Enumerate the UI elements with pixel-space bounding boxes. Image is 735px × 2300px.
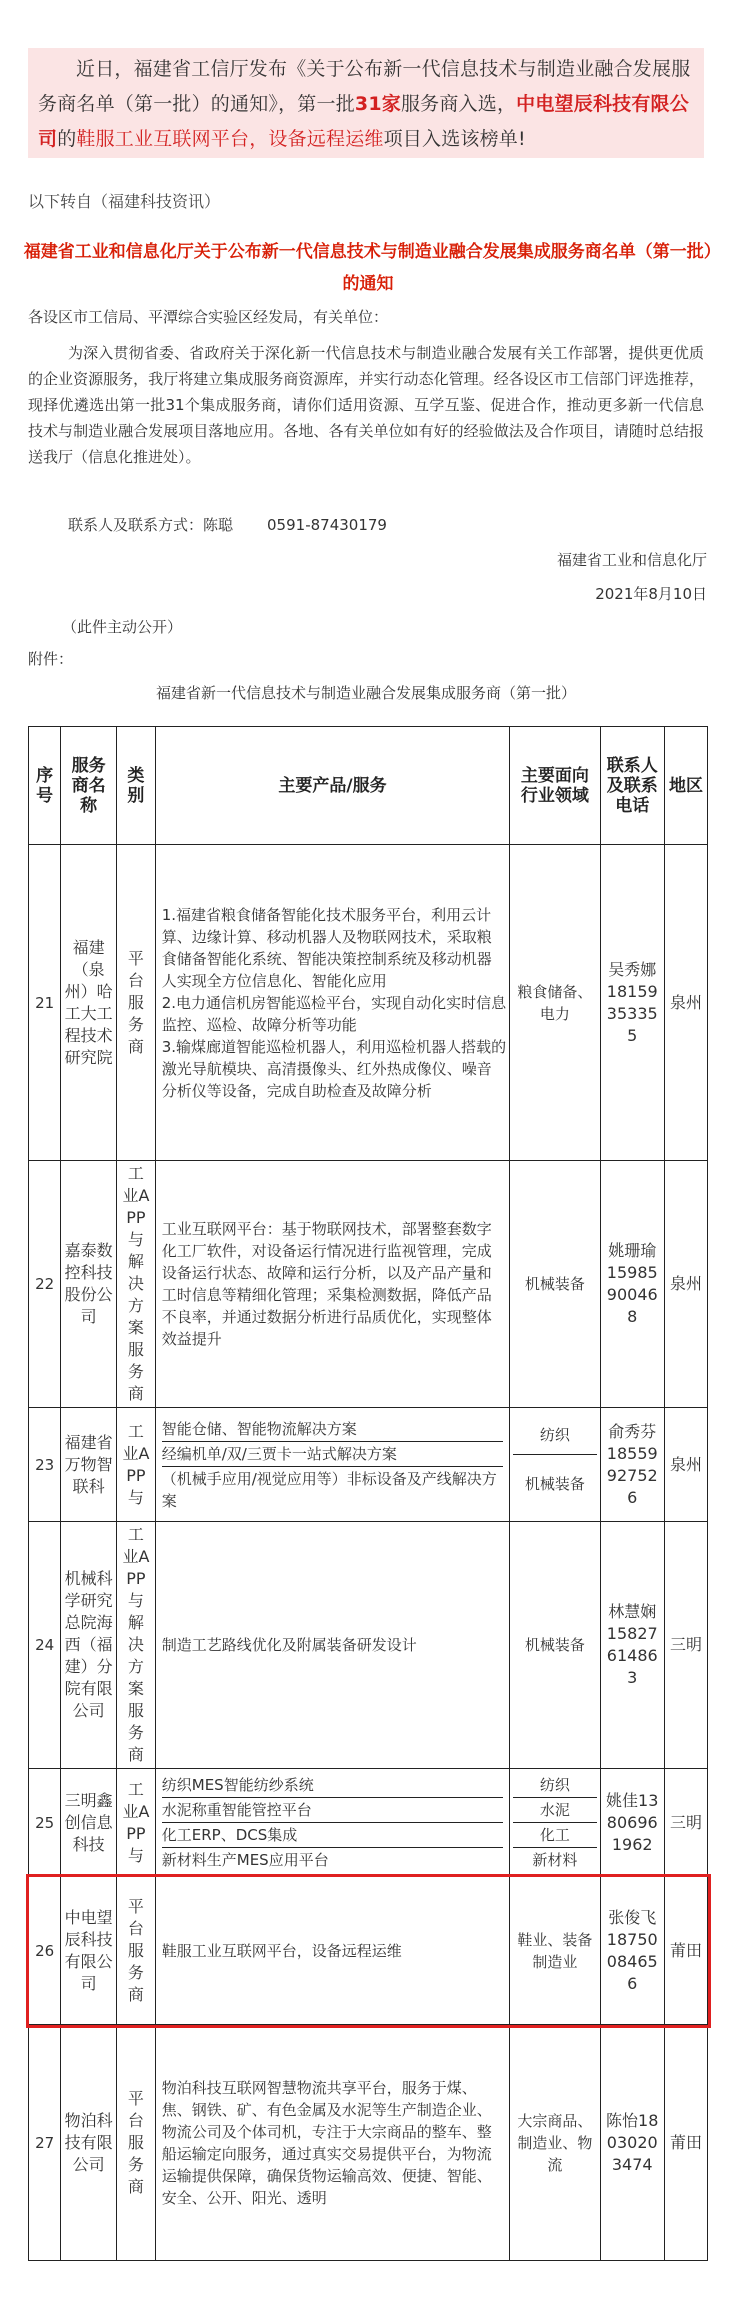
row-field: 粮食储备、电力 [510,845,600,1161]
row-field: 鞋业、装备制造业 [510,1877,600,2025]
product-item: 智能仓储、智能物流解决方案 [162,1417,504,1442]
field-item: 纺织 [513,1773,596,1798]
provider-table [28,726,708,2261]
row-products [155,1408,510,1522]
intro-text-3: 的 [57,128,77,150]
repost-source: 以下转自（福建科技资讯） [28,192,221,211]
row-type: 平台服务商 [117,2025,156,2261]
row-contact: 林慧娴158276​14863 [600,1522,664,1769]
row-products: 鞋服工业互联网平台，设备远程运维 [155,1877,510,2025]
field-item: 纺织 [513,1416,596,1455]
attachment-label: 附件： [28,650,74,668]
row-no: 23 [29,1408,61,1522]
row-contact: 吴秀娜18159353355 [600,845,664,1161]
intro-highlight [28,48,704,158]
product-item: 1.福建省粮食储备智能化技术服务平台，利用云计算、边缘计算、移动机器人及物联网技术，采取粮食储备智能化系统、智能决策控制系统及移动机器人实现全方位信息化、智能化应用 [161,905,492,990]
row-region: 泉州 [664,845,707,1161]
table-header-row [29,727,708,845]
product-item: 新材料生产MES应用平台 [161,1851,329,1869]
table-row [29,1161,708,1408]
table-row [29,1769,708,1877]
product-item: （机械手应用/视觉应用等）非标设备及产线解决方案 [161,1469,497,1510]
product-item: 纺织MES智能纺纱系统 [162,1773,504,1798]
notice-title: 福建省工业和信息化厅关于公布新一代信息技术与制造业融合发展集成服务商名单（第一批）的通知 [23,242,713,294]
signing-date: 2021年8月10日 [595,585,707,603]
row-contact: 姚珊瑜15985900468 [600,1161,664,1408]
row-field: 大宗商品、制造业、物流 [510,2025,600,2261]
row-region: 莆田 [664,1877,707,2025]
header-contact: 联系人及联系电话 [600,727,664,845]
public-note: （此件主动公开） [62,618,183,636]
row-contact: 姚佳13806961962 [600,1769,664,1877]
row-name: 福建省万物智联科 [61,1408,117,1522]
table-title: 福建省新一代信息技术与制造业融合发展集成服务商（第一批） [155,684,576,702]
row-contact: 俞秀芬18559927526 [600,1408,664,1522]
row-products [155,845,510,1161]
row-field [510,1408,600,1522]
row-no: 27 [29,2025,61,2261]
intro-count: 31家 [354,93,401,115]
notice-body: 为深入贯彻省委、省政府关于深化新一代信息技术与制造业融合发展有关工作部署，提供更优质的企业资源服务，我厅将建立集成服务商资源库，并实行动态化管理。经各设区市工信部门评选推荐，现择优遴选出第一批31个集成服务商，请你们适用资源、互学互鉴、促进合作，推动更多新一代信息技术与制造业融合发展项目落地应用。各地、各有关单位如有好的经验做法及合作项目，请随时总结报送我厅（信息化推进处）。 [28,344,704,466]
notice-addressee: 各设区市工信局、平潭综合实验区经发局，有关单位： [28,308,389,326]
row-type: 工业APP与解决方案服务商 [117,1522,156,1769]
product-item: 2.电力通信机房智能巡检平台，实现自动化实时信息监控、巡检、故障分析等功能 [161,993,507,1034]
row-name: 中电望辰科技有限公司 [61,1877,117,2025]
row-no: 21 [29,845,61,1161]
row-products: 物泊科技互联网智慧物流共享平台，服务于煤、焦、钢铁、矿、有色金属及水泥等生产制造企业、物流公司及个体司机，专注于大宗商品的整车、整船运输定向服务，通过真实交易提供平台，为物流运输提供保障，确保货物运输高效、便捷、智能、安全、公开、阳光、透明 [155,2025,510,2261]
product-item: 化工ERP、DCS集成 [162,1823,504,1848]
row-name: 福建（泉州）哈工大工程技术研究院 [61,845,117,1161]
product-item: 水泥称重智能管控平台 [162,1798,504,1823]
row-no: 25 [29,1769,61,1877]
notice-contact [68,514,387,535]
row-type: 平台服务商 [117,1877,156,2025]
header-products: 主要产品/服务 [155,727,510,845]
header-name: 服务商名称 [61,727,117,845]
field-item: 机械装备 [524,1475,585,1493]
intro-text-2: 服务商入选， [400,93,517,115]
header-type: 类别 [117,727,156,845]
field-item: 新材料 [532,1851,578,1869]
row-name: 三明鑫创信息科技 [61,1769,117,1877]
row-region: 泉州 [664,1161,707,1408]
contact-phone: 0591-87430179 [267,516,387,534]
signing-organization: 福建省工业和信息化厅 [556,551,707,569]
row-type: 工业APP与 [117,1408,156,1522]
table-row-highlighted [29,1877,708,2025]
intro-text-4: 项目入选该榜单! [383,128,526,150]
row-field [510,1769,600,1877]
contact-label: 联系人及联系方式：陈聪 [68,516,234,534]
table-row [29,1408,708,1522]
row-no: 26 [29,1877,61,2025]
header-region: 地区 [664,727,707,845]
table-row [29,2025,708,2261]
product-item: 经编机单/双/三贾卡一站式解决方案 [162,1442,504,1467]
field-item: 化工 [513,1823,596,1848]
row-products: 工业互联网平台：基于物联网技术，部署整套数字化工厂软件，对设备运行情况进行监视管理，完成设备运行状态、故障和运行分析，以及产品产量和工时信息等精细化管理；采集检测数据，降低产品不良率，并通过数据分析进行品质优化，实现整体效益提升 [155,1161,510,1408]
header-field: 主要面向行业领域 [510,727,600,845]
row-name: 物泊科技有限公司 [61,2025,117,2261]
row-type: 工业APP与 [117,1769,156,1877]
row-region: 莆田 [664,2025,707,2261]
row-region: 泉州 [664,1408,707,1522]
row-contact: 陈怡18030203474 [600,2025,664,2261]
row-no: 24 [29,1522,61,1769]
field-item: 水泥 [513,1798,596,1823]
intro-company: 中电望辰科技有限公司 [38,93,689,150]
row-type: 平台服务商 [117,845,156,1161]
table-row [29,845,708,1161]
row-region: 三明 [664,1522,707,1769]
row-name: 机械科学研究总院海西（福建）分院有限公司 [61,1522,117,1769]
row-products: 制造工艺路线优化及附属装备研发设计 [155,1522,510,1769]
row-type: 工业APP与解决方案服务商 [117,1161,156,1408]
table-row [29,1522,708,1769]
row-region: 三明 [664,1769,707,1877]
row-no: 22 [29,1161,61,1408]
row-name: 嘉泰数控科技股份公司 [61,1161,117,1408]
intro-text-1: 近日，福建省工信厅发布《关于公布新一代信息技术与制造业融合发展服务商名单（第一批）的通知》，第一批 [38,58,691,115]
intro-project: 鞋服工业互联网平台，设备远程运维 [76,128,384,150]
row-contact: 张俊飞18750084656 [600,1877,664,2025]
product-item: 3.输煤廊道智能巡检机器人，利用巡检机器人搭载的激光导航模块、高清摄像头、红外热成像仪、噪音分析仪等设备，完成自助检查及故障分析 [161,1037,507,1100]
row-field: 机械装备 [510,1161,600,1408]
row-products [155,1769,510,1877]
row-field: 机械装备 [510,1522,600,1769]
header-no: 序号 [29,727,61,845]
